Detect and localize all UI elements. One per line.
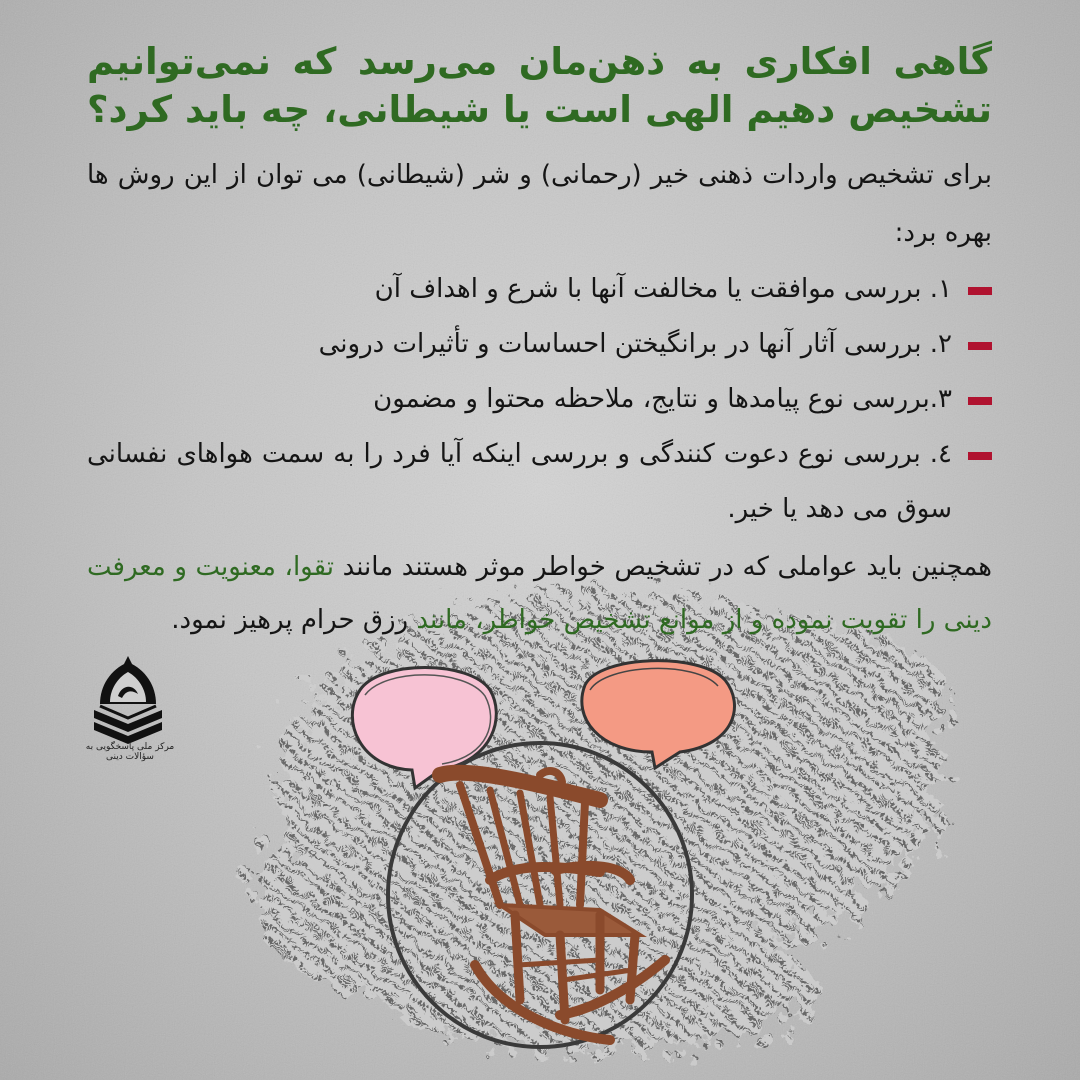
list-item-text: ٤. بررسی نوع دعوت کنندگی و بررسی اینکه آیا فرد را به سمت هواهای نفسانی سوق می دهد یا خیر.	[87, 439, 952, 524]
red-bullet-marker	[968, 452, 992, 460]
list-item	[87, 372, 992, 427]
main-content	[87, 38, 992, 647]
intro-paragraph: برای تشخیص واردات ذهنی خیر (رحمانی) و شر (شیطانی) می توان از این روش ها بهره برد:	[87, 160, 992, 248]
list-item	[87, 262, 992, 317]
closing-text-start: همچنین باید عواملی که در تشخیص خواطر موثر هستند مانند	[334, 552, 993, 582]
red-bullet-marker	[968, 397, 992, 405]
list-item-text: ۱. بررسی موافقت یا مخالفت آنها با شرع و اهداف آن	[374, 274, 952, 304]
closing-paragraph	[87, 541, 992, 647]
methods-list	[87, 262, 992, 537]
closing-highlight: تقوا، معنویت و معرفت دینی را تقویت نموده و از موانع تشخیص خواطر، مانند	[87, 552, 992, 635]
red-bullet-marker	[968, 287, 992, 295]
page-title	[87, 38, 992, 134]
list-item	[87, 317, 992, 372]
title-line-2: تشخیص دهیم الهی است یا شیطانی، چه باید کرد؟	[87, 88, 992, 131]
title-line-1: گاهی افکاری به ذهن‌مان می‌رسد که نمی‌توانیم	[87, 40, 992, 83]
list-item-text: ۲. بررسی آثار آنها در برانگیختن احساسات و تأثیرات درونی	[318, 329, 952, 359]
closing-text-end: رزق حرام پرهیز نمود.	[171, 605, 417, 635]
red-bullet-marker	[968, 342, 992, 350]
logo-caption: مرکز ملی پاسخگویی به سؤالات دینی	[85, 742, 175, 762]
list-item	[87, 427, 992, 537]
list-item-text: ۳.بررسی نوع پیامدها و نتایج، ملاحظه محتوا و مضمون	[373, 384, 952, 414]
